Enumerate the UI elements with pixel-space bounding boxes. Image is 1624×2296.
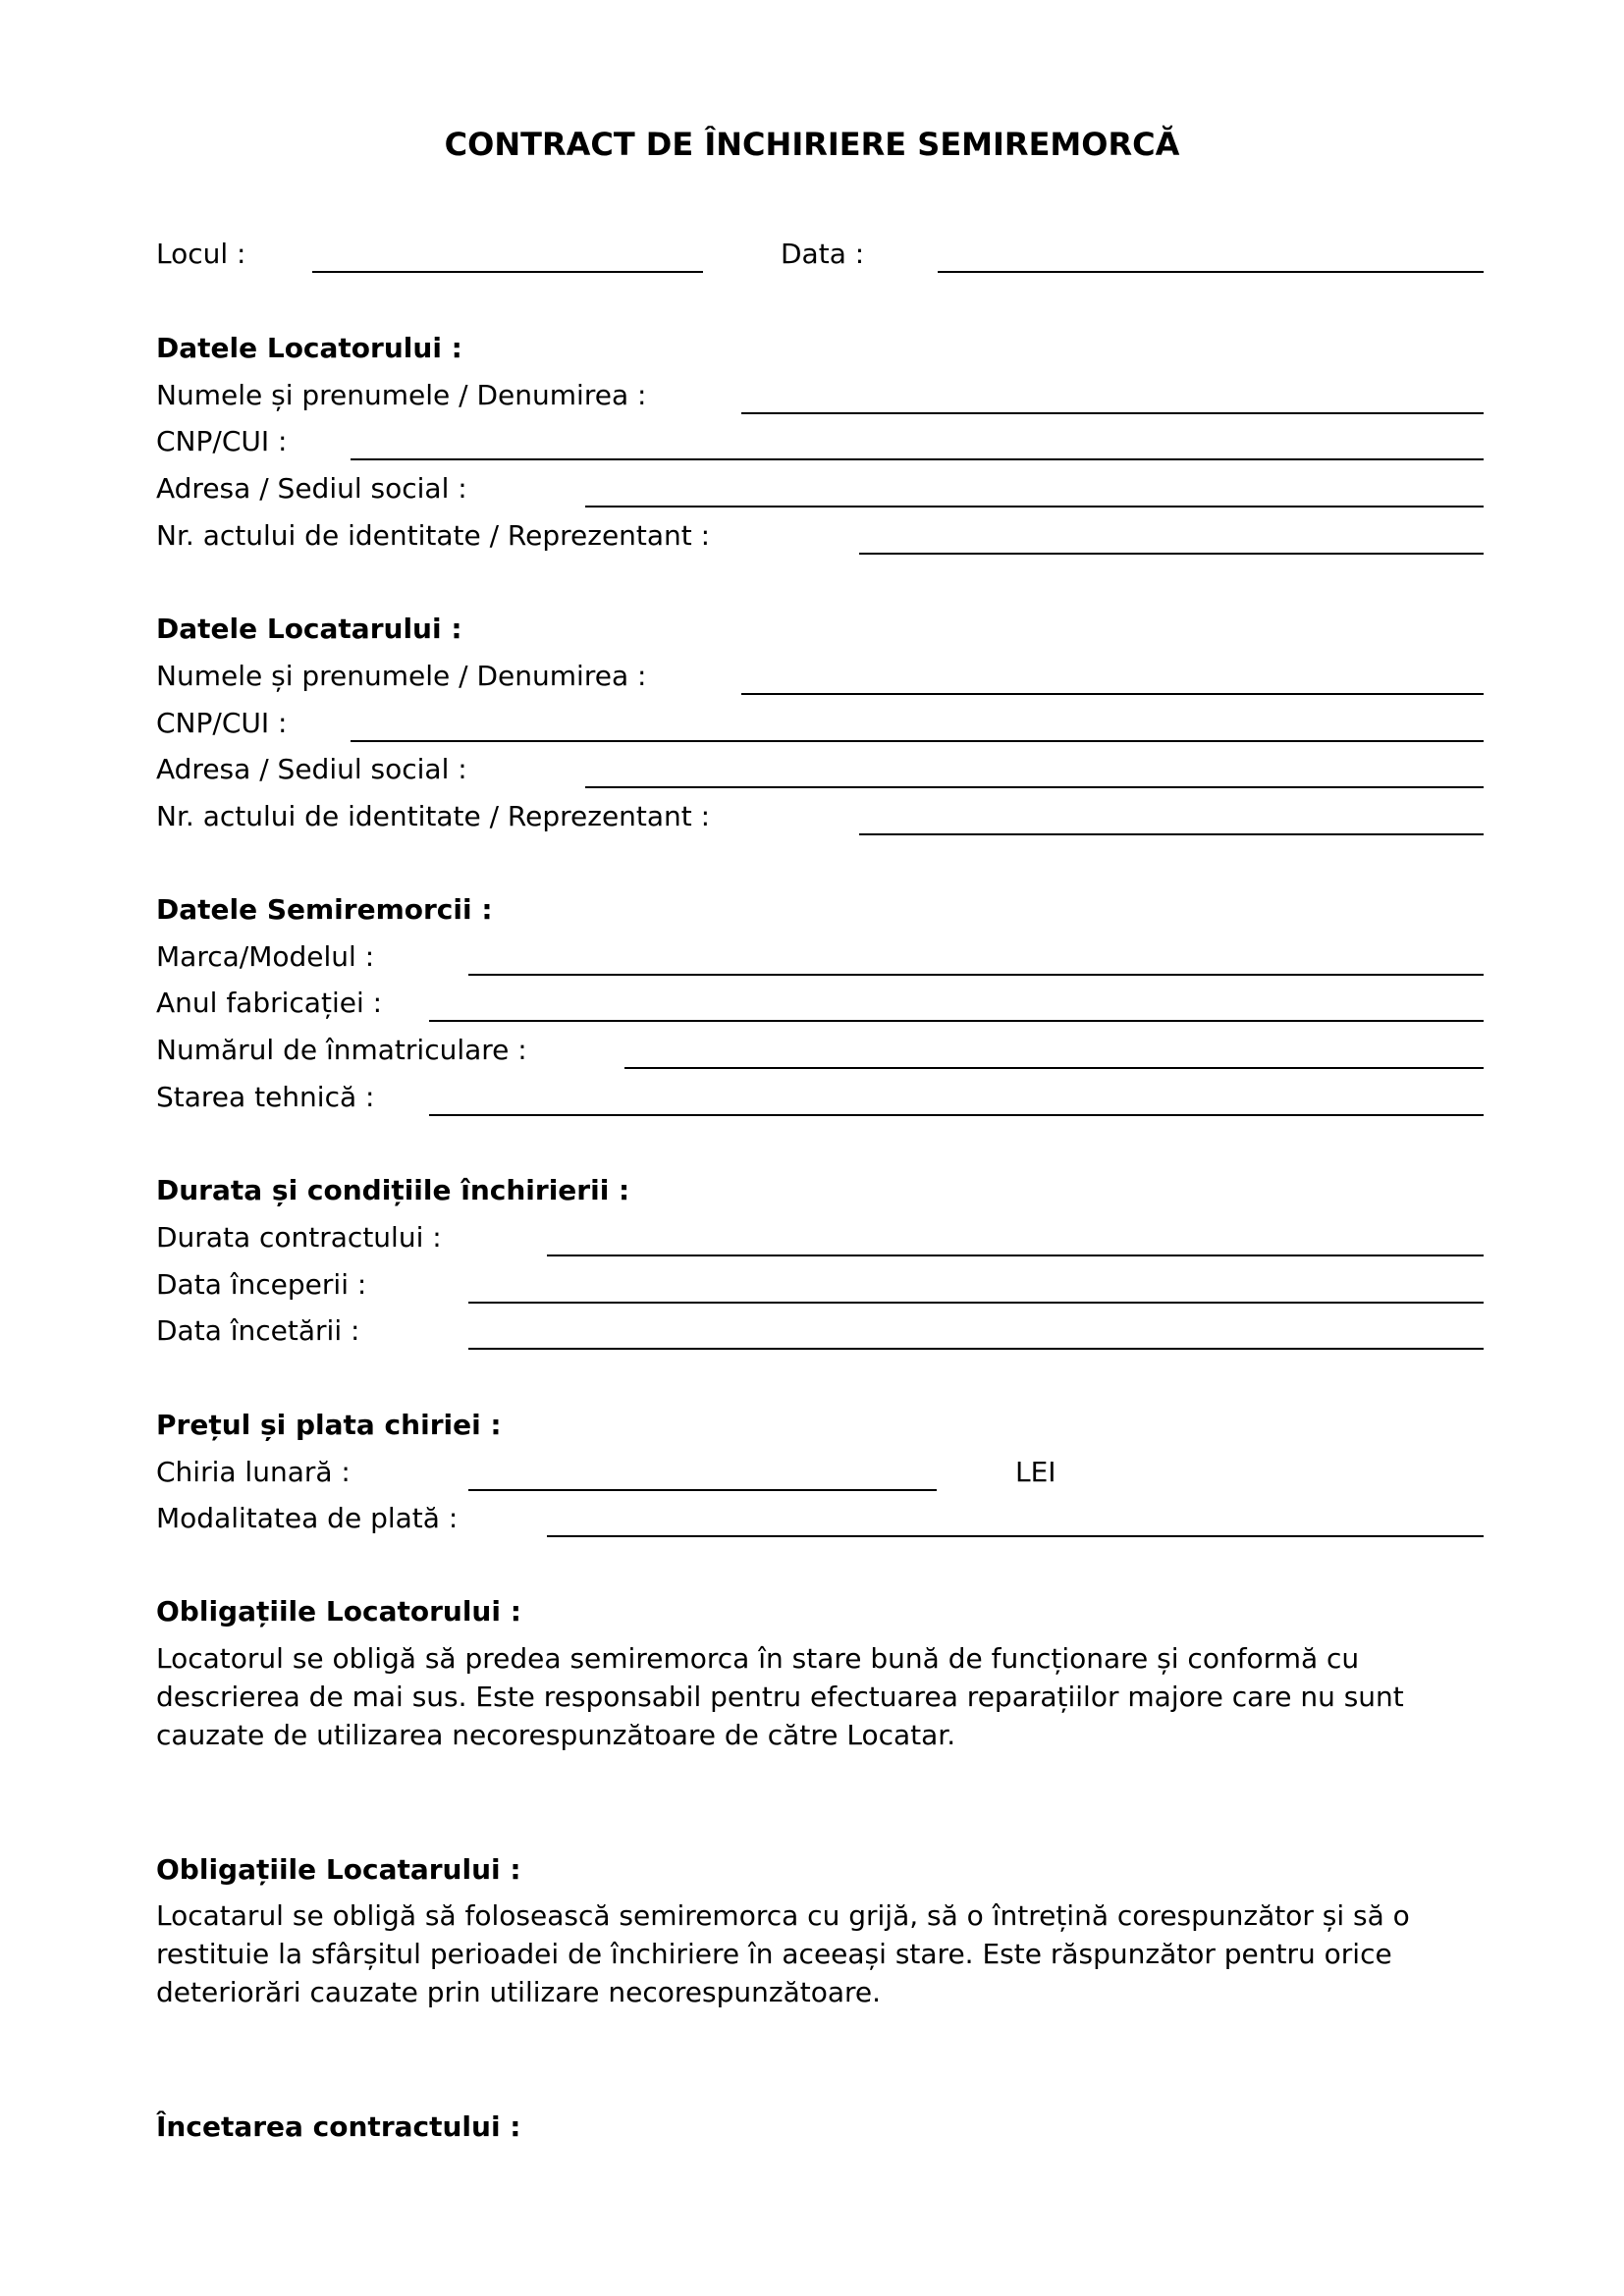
obligatii-locator-text: Locatorul se obligă să predea semiremorca în stare bună de funcționare și conformă cu descrierea de mai sus. Este responsabil pentru efectuarea reparațiilor majore care nu sunt cauzate de utilizarea necorespunzătoare de către Locatar. — [156, 1642, 1404, 1751]
locator-name-label: Numele și prenumele / Denumirea : — [156, 379, 647, 411]
locatar-name-field[interactable] — [741, 693, 1484, 695]
locatar-id-label: Nr. actului de identitate / Reprezentant : — [156, 800, 711, 832]
obligatii-locator-heading: Obligațiile Locatorului : — [156, 1595, 521, 1628]
modalitate-plata-field[interactable] — [547, 1535, 1484, 1537]
locatar-address-field[interactable] — [585, 786, 1484, 788]
locator-name-field[interactable] — [741, 412, 1484, 414]
durata-contract-label: Durata contractului : — [156, 1221, 442, 1254]
locatar-name-label: Numele și prenumele / Denumirea : — [156, 660, 647, 692]
nr-inmatriculare-field[interactable] — [624, 1067, 1484, 1069]
marca-field[interactable] — [468, 974, 1484, 976]
data-label: Data : — [781, 238, 865, 270]
semiremorca-heading: Datele Semiremorcii : — [156, 893, 493, 926]
locul-label: Locul : — [156, 238, 246, 270]
locator-heading: Datele Locatorului : — [156, 332, 462, 364]
locator-id-field[interactable] — [859, 553, 1484, 555]
locator-cnp-label: CNP/CUI : — [156, 425, 288, 457]
locatar-cnp-field[interactable] — [351, 740, 1484, 742]
an-fabricatie-field[interactable] — [429, 1020, 1484, 1022]
chiria-lunara-label: Chiria lunară : — [156, 1456, 351, 1488]
data-field[interactable] — [938, 271, 1484, 273]
data-incetarii-label: Data încetării : — [156, 1314, 360, 1347]
locatar-heading: Datele Locatarului : — [156, 613, 462, 645]
incetare-heading: Încetarea contractului : — [156, 2110, 521, 2143]
data-incetarii-field[interactable] — [468, 1348, 1484, 1350]
locatar-id-field[interactable] — [859, 833, 1484, 835]
data-inceperii-label: Data începerii : — [156, 1268, 367, 1301]
stare-tehnica-label: Starea tehnică : — [156, 1081, 375, 1113]
locatar-cnp-label: CNP/CUI : — [156, 707, 288, 739]
locator-address-label: Adresa / Sediul social : — [156, 472, 467, 505]
locatar-address-label: Adresa / Sediul social : — [156, 753, 467, 785]
locul-field[interactable] — [312, 271, 703, 273]
nr-inmatriculare-label: Numărul de înmatriculare : — [156, 1034, 527, 1066]
locator-id-label: Nr. actului de identitate / Reprezentant : — [156, 519, 711, 552]
locator-address-field[interactable] — [585, 506, 1484, 507]
document-title: CONTRACT DE ÎNCHIRIERE SEMIREMORCĂ — [444, 126, 1180, 163]
data-inceperii-field[interactable] — [468, 1302, 1484, 1304]
durata-contract-field[interactable] — [547, 1255, 1484, 1256]
obligatii-locatar-heading: Obligațiile Locatarului : — [156, 1853, 521, 1886]
an-fabricatie-label: Anul fabricației : — [156, 987, 383, 1019]
marca-label: Marca/Modelul : — [156, 940, 375, 973]
locator-cnp-field[interactable] — [351, 458, 1484, 460]
currency-label: LEI — [1015, 1456, 1056, 1488]
modalitate-plata-label: Modalitatea de plată : — [156, 1502, 459, 1534]
stare-tehnica-field[interactable] — [429, 1114, 1484, 1116]
obligatii-locatar-text: Locatarul se obligă să folosească semiremorca cu grijă, să o întrețină corespunzător și să o restituie la sfârșitul perioadei de închiriere în aceeași stare. Este răspunzător pentru orice deteriorări cauzate prin utilizare necorespunzătoare. — [156, 1899, 1410, 2008]
durata-heading: Durata și condițiile închirierii : — [156, 1174, 630, 1206]
pret-heading: Prețul și plata chiriei : — [156, 1409, 502, 1441]
chiria-lunara-field[interactable] — [468, 1489, 937, 1491]
